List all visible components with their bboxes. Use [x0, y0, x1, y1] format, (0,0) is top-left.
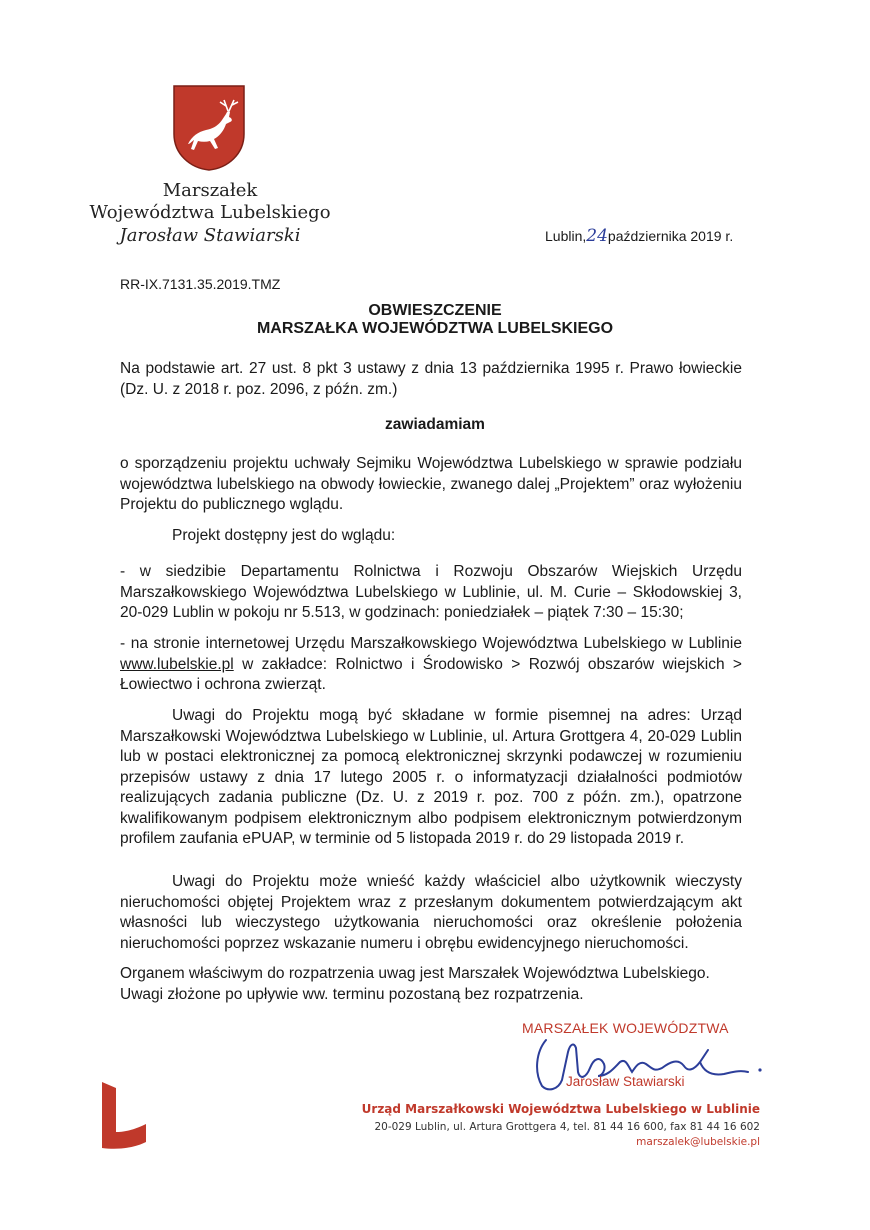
- location-website-paragraph: [120, 634, 742, 696]
- footer-email[interactable]: marszalek@lubelskie.pl: [636, 1136, 760, 1148]
- place: Lublin,: [545, 228, 587, 244]
- document-title: OBWIESZCZENIE: [368, 302, 502, 319]
- competent-authority-line: Organem właściwym do rozpatrzenia uwag jest Marszałek Województwa Lubelskiego.: [120, 965, 710, 982]
- footer-address: 20-029 Lublin, ul. Artura Grottgera 4, tel. 81 44 16 600, fax 81 44 16 602: [374, 1121, 760, 1133]
- location-website-text-after: w zakładce: Rolnictwo i Środowisko > Rozwój obszarów wiejskich > Łowiectwo i ochrona zwierząt.: [120, 655, 742, 693]
- document-subtitle: MARSZAŁKA WOJEWÓDZTWA LUBELSKIEGO: [256, 320, 614, 337]
- reference-number: RR-IX.7131.35.2019.TMZ: [120, 276, 281, 292]
- subject-paragraph: o sporządzeniu projektu uchwały Sejmiku Województwa Lubelskiego w sprawie podziału województwa lubelskiego na obwody łowieckie, zwanego dalej „Projektem” oraz wyłożeniu Projektu do publicznego wglądu.: [120, 455, 742, 513]
- remarks-eligibility-paragraph: Uwagi do Projektu może wnieść każdy właściciel albo użytkownik wieczysty nieruchomości objętej Projektem wraz z przesłanym dokumentem potwierdzającym akt własności lub wieczystego użytkowania nieruchomości oraz określenie położenia nieruchomości poprzez wskazanie numeru i obrębu ewidencyjnego nieruchomości.: [120, 873, 742, 952]
- handwritten-day: 24: [586, 226, 608, 246]
- letter-l-logo-icon: [100, 1080, 148, 1150]
- remarks-submission-paragraph: Uwagi do Projektu mogą być składane w formie pisemnej na adres: Urząd Marszałkowski Województwa Lubelskiego w Lublinie, ul. Artura Grottgera 4, 20-029 Lublin lub w postaci elektronicznej za pomocą elektronicznej skrzynki podawczej w rozumieniu przepisów ustawy z dnia 17 lutego 2005 r. o informatyzacji działalności podmiotów realizujących zadania publiczne (Dz. U. z 2019 r. poz. 700 z późn. zm.), opatrzone kwalifikowanym podpisem elektronicznym albo podpisem elektronicznym potwierdzonym profilem zaufania ePUAP, w terminie od 5 listopada 2019 r. do 29 listopada 2019 r.: [120, 707, 742, 847]
- sender-title: Marszałek: [162, 180, 258, 201]
- availability-paragraph: Projekt dostępny jest do wglądu:: [172, 527, 396, 544]
- legal-basis-paragraph: Na podstawie art. 27 ust. 8 pkt 3 ustawy z dnia 13 października 1995 r. Prawo łowieckie (Dz. U. z 2018 r. poz. 2096, z późn. zm.): [120, 360, 742, 398]
- coat-of-arms-icon: [172, 84, 246, 172]
- late-remarks-line: Uwagi złożone po upływie ww. terminu pozostaną bez rozpatrzenia.: [120, 985, 584, 1003]
- month-year: października 2019 r.: [607, 228, 734, 244]
- signature-stamp-title: MARSZAŁEK WOJEWÓDZTWA: [522, 1020, 729, 1036]
- location-office-paragraph: - w siedzibie Departamentu Rolnictwa i Rozwoju Obszarów Wiejskich Urzędu Marszałkowskiego Województwa Lubelskiego w Lublinie, ul. M. Curie – Skłodowskiej 3, 20-029 Lublin w pokoju nr 5.513, w godzinach: poniedziałek – piątek 7:30 – 15:30;: [120, 563, 742, 621]
- sender-name: Jarosław Stawiarski: [119, 225, 301, 246]
- sender-office: Województwa Lubelskiego: [89, 202, 331, 223]
- competent-authority-paragraph: [120, 964, 742, 1005]
- footer-office-name: Urząd Marszałkowski Województwa Lubelskiego w Lublinie: [361, 1102, 760, 1116]
- place-date: [545, 226, 733, 246]
- signature-stamp-name: Jarosław Stawiarski: [566, 1074, 685, 1089]
- notice-verb: zawiadamiam: [385, 416, 485, 433]
- location-website-text-before: - na stronie internetowej Urzędu Marszałkowskiego Województwa Lubelskiego w Lublinie: [120, 635, 742, 652]
- website-link[interactable]: www.lubelskie.pl: [120, 655, 234, 673]
